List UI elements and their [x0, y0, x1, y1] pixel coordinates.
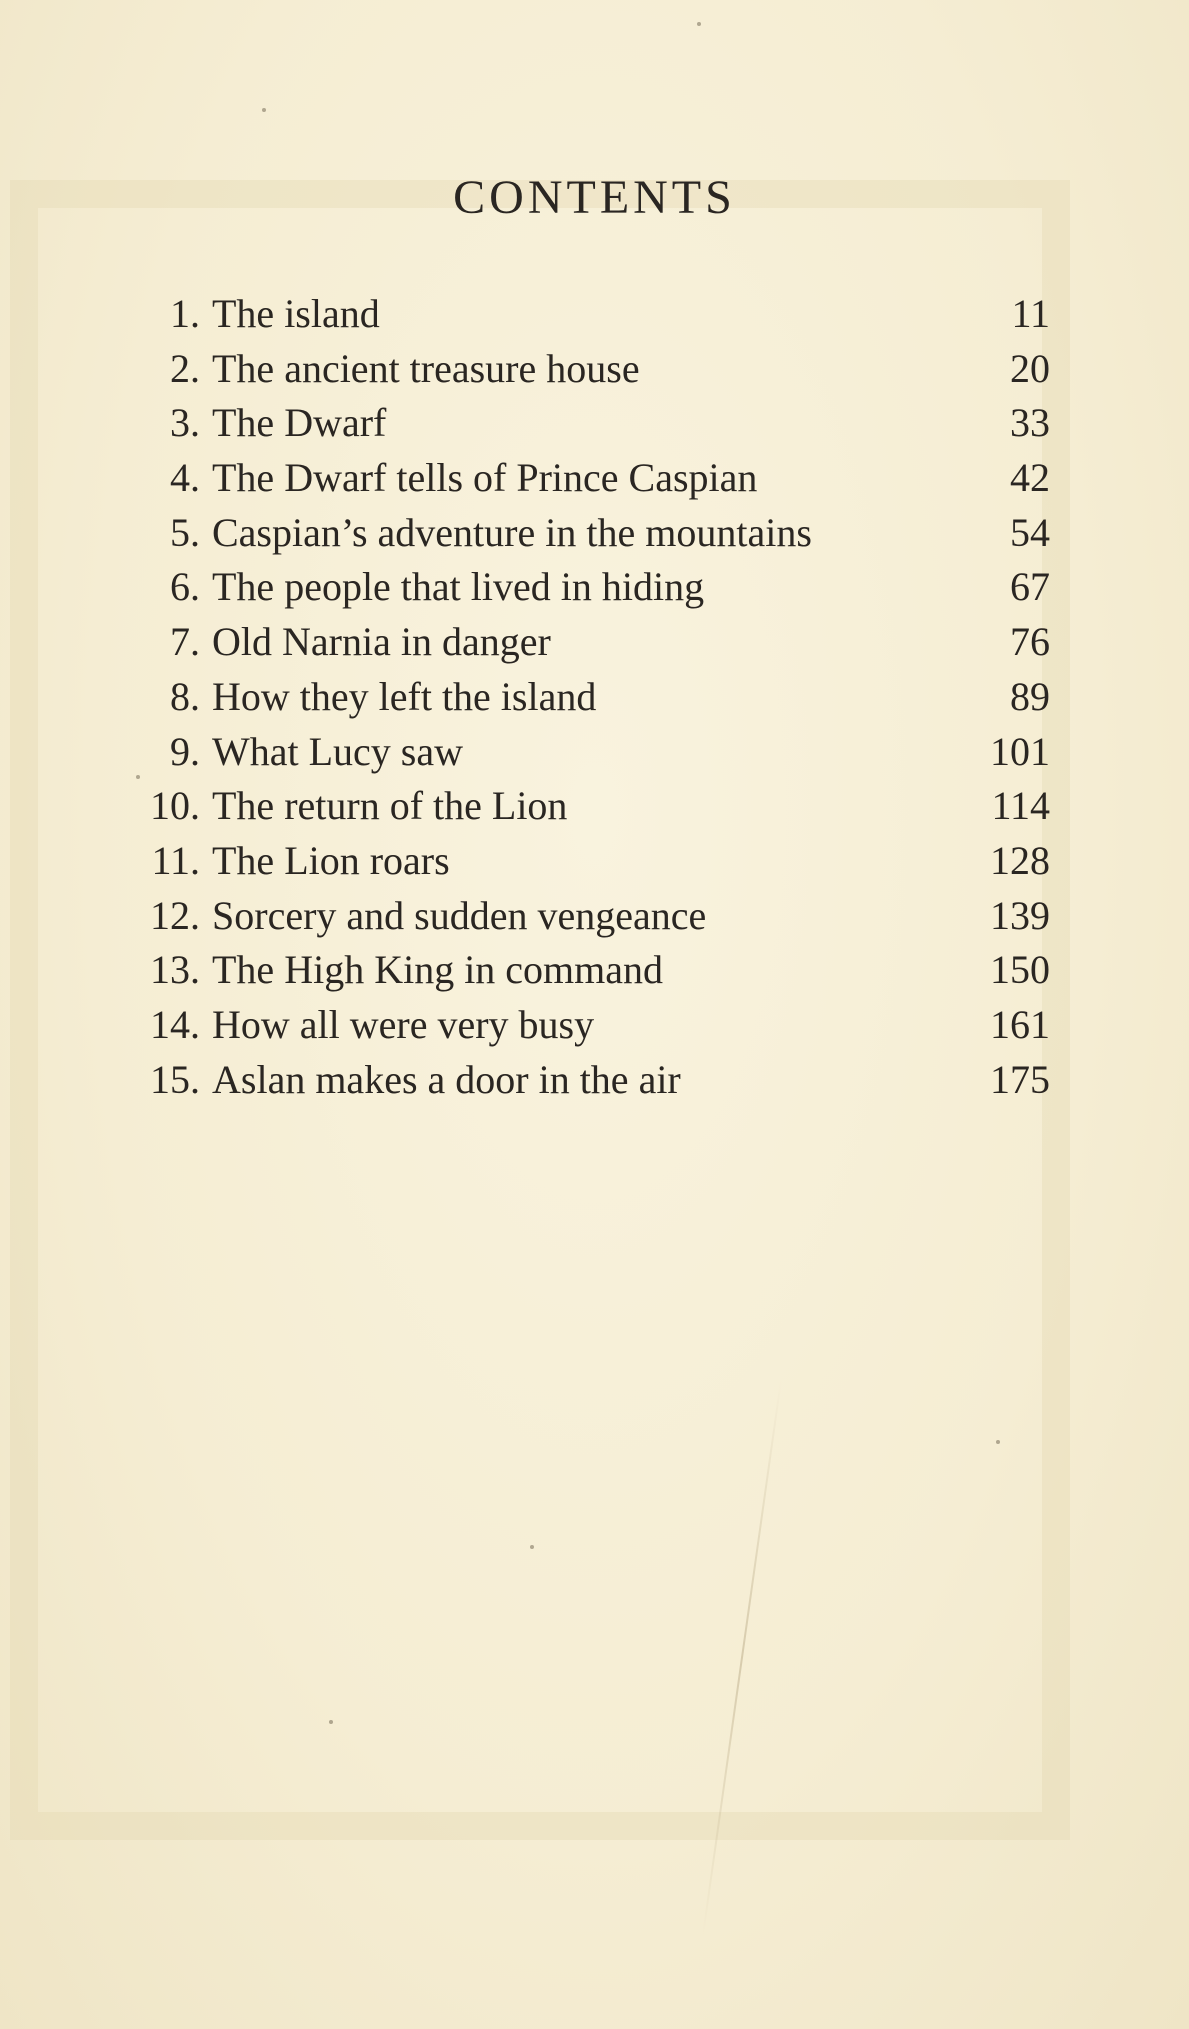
chapter-page-number: 114 [991, 783, 1050, 829]
chapter-number: 3. [170, 400, 200, 446]
toc-entry [130, 998, 1050, 1053]
chapter-number: 9. [170, 728, 200, 774]
toc-entry [130, 615, 1050, 670]
chapter-page-number: 76 [1010, 619, 1050, 665]
toc-entry [130, 779, 1050, 834]
chapter-page-number: 54 [1010, 509, 1050, 555]
chapter-number: 7. [170, 619, 200, 665]
chapter-page-number: 101 [990, 728, 1050, 774]
chapter-number: 13. [150, 947, 200, 993]
chapter-title: Sorcery and sudden vengeance [212, 892, 707, 938]
chapter-title: How they left the island [212, 673, 597, 719]
chapter-title: How all were very busy [212, 1001, 595, 1047]
chapter-page-number: 20 [1010, 345, 1050, 391]
toc-entry [130, 670, 1050, 725]
chapter-number: 2. [170, 345, 200, 391]
chapter-page-number: 161 [990, 1001, 1050, 1047]
toc-entry [130, 342, 1050, 397]
chapter-title: The return of the Lion [212, 783, 568, 829]
chapter-title: What Lucy saw [212, 728, 464, 774]
chapter-page-number: 33 [1010, 400, 1050, 446]
chapter-title: The Dwarf [212, 400, 387, 446]
chapter-page-number: 67 [1010, 564, 1050, 610]
chapter-title: Caspian’s adventure in the mountains [212, 509, 812, 555]
toc-entry [130, 506, 1050, 561]
toc-entry [130, 451, 1050, 506]
paper-speck [262, 108, 266, 112]
chapter-title: The island [212, 291, 380, 336]
chapter-page-number: 89 [1010, 673, 1050, 719]
chapter-page-number: 175 [990, 1056, 1050, 1102]
chapter-number: 1. [170, 291, 200, 336]
toc-entry [130, 943, 1050, 998]
paper-speck [697, 22, 701, 26]
chapter-title: The High King in command [212, 947, 664, 993]
chapter-title: The people that lived in hiding [212, 564, 705, 610]
chapter-page-number: 150 [990, 947, 1050, 993]
paper-speck [996, 1440, 1000, 1444]
chapter-number: 4. [170, 455, 200, 501]
toc-entry [130, 1053, 1050, 1108]
toc-entry [130, 287, 1050, 342]
paper-speck [329, 1720, 333, 1724]
toc-entry [130, 834, 1050, 889]
chapter-title: The Lion roars [212, 837, 450, 883]
chapter-page-number: 42 [1010, 455, 1050, 501]
chapter-number: 6. [170, 564, 200, 610]
chapter-number: 5. [170, 509, 200, 555]
chapter-title: The ancient treasure house [212, 345, 640, 391]
toc-entry [130, 396, 1050, 451]
chapter-number: 14. [150, 1001, 200, 1047]
chapter-page-number: 139 [990, 892, 1050, 938]
toc-entry [130, 725, 1050, 780]
chapter-title: Old Narnia in danger [212, 619, 551, 665]
chapter-number: 11. [151, 837, 200, 883]
chapter-title: The Dwarf tells of Prince Caspian [212, 455, 758, 501]
chapter-page-number: 11 [1011, 291, 1050, 336]
chapter-number: 12. [150, 892, 200, 938]
chapter-title: Aslan makes a door in the air [212, 1056, 681, 1102]
chapter-page-number: 128 [990, 837, 1050, 883]
chapter-number: 8. [170, 673, 200, 719]
toc-entry [130, 889, 1050, 944]
contents-heading: CONTENTS [453, 171, 736, 224]
chapter-number: 15. [150, 1056, 200, 1102]
chapter-number: 10. [150, 783, 200, 829]
toc-entry [130, 560, 1050, 615]
table-of-contents [130, 287, 1050, 1107]
paper-speck [530, 1545, 534, 1549]
